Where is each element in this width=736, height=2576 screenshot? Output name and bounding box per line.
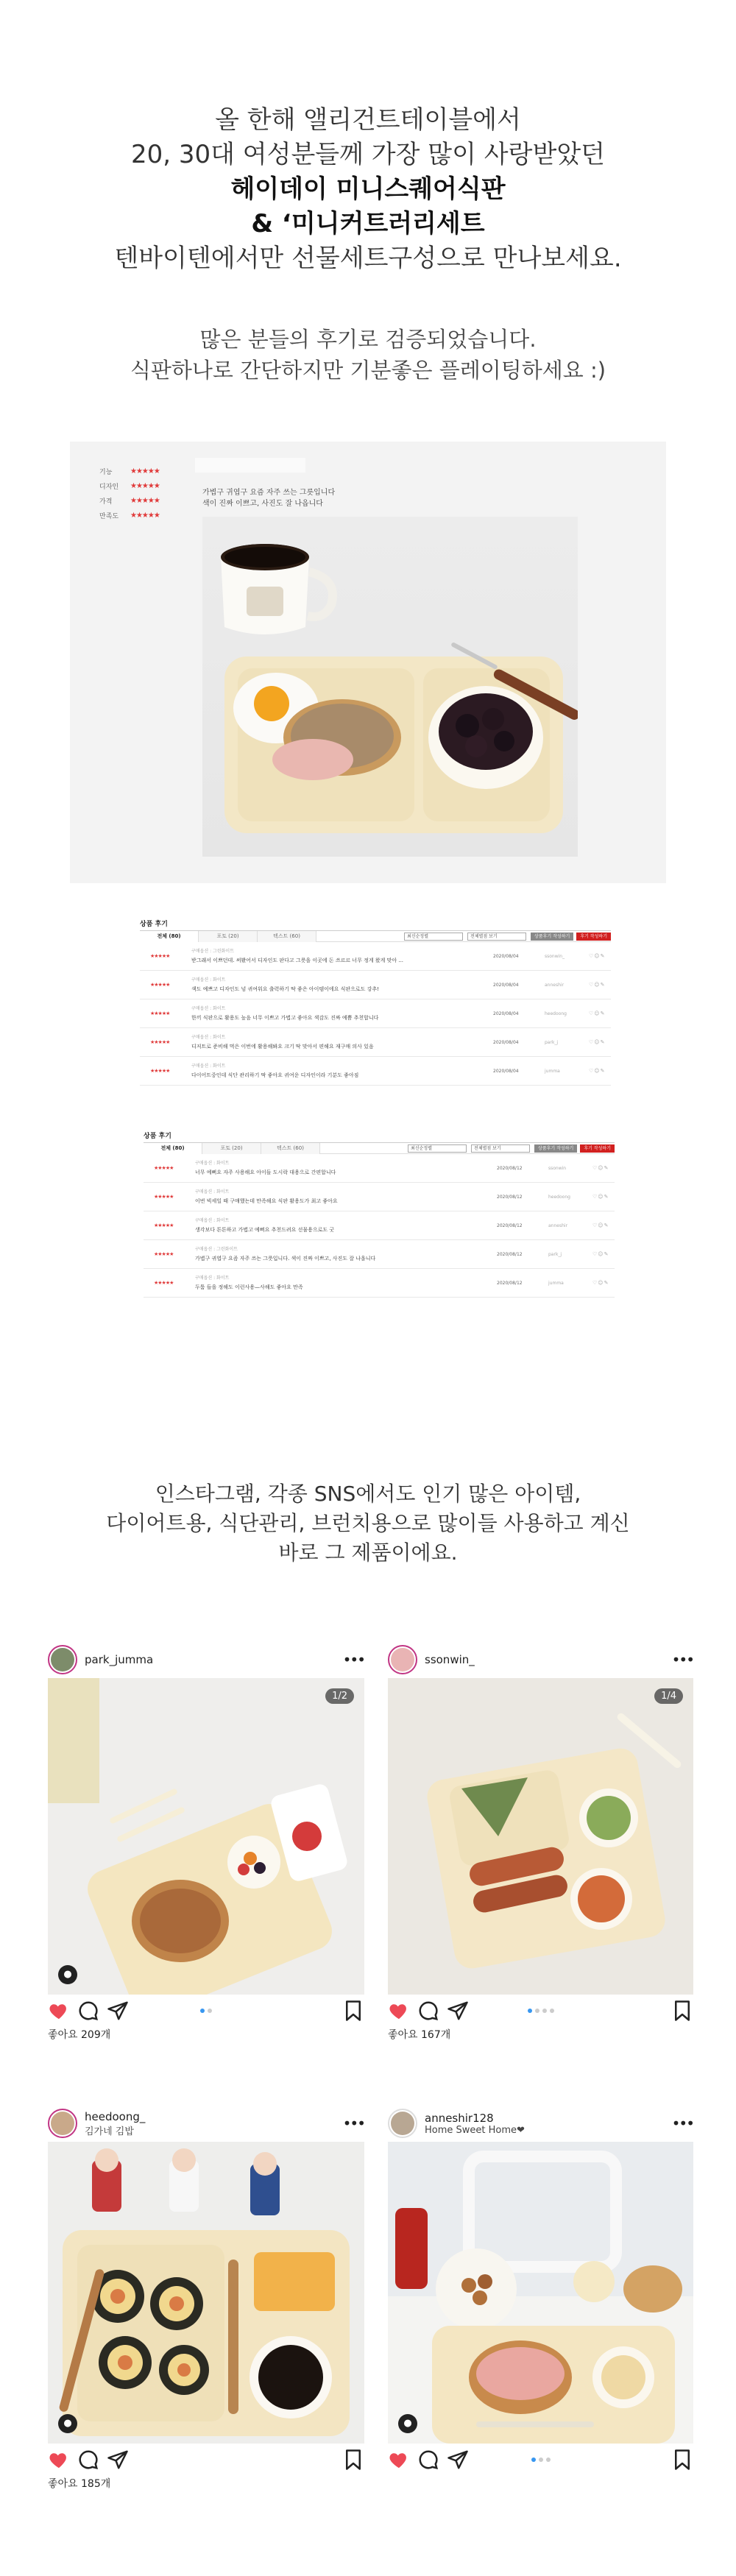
review-row[interactable] <box>140 1057 611 1086</box>
review-action-icons[interactable]: ♡☺✎ <box>589 1068 606 1074</box>
rating-row <box>99 493 160 508</box>
intro-text <box>0 103 736 276</box>
review-date: 2020/08/04 <box>493 953 519 959</box>
post-actions <box>388 2444 693 2476</box>
rating-row <box>99 464 160 478</box>
review-text: 다이어트중인데 식단 관리하기 딱 좋아요 귀여운 디자인이라 기분도 좋아짐 <box>191 1072 359 1078</box>
write-review-button[interactable]: 후기 작성하기 <box>580 1144 615 1153</box>
review-text: 너무 예뻐요 자주 사용해요 아이들 도시락 대용으로 간편합니다 <box>195 1170 336 1175</box>
rating-label: 디자인 <box>99 483 119 491</box>
user-tag-icon[interactable]: ● <box>58 2414 77 2433</box>
review-option: 구매옵션 : 화이트 <box>195 1218 230 1223</box>
review-text: 두툼 들을 정해도 이런사용—사해도 좋아요 만족 <box>195 1284 303 1290</box>
sort-select[interactable]: 최신순정렬 <box>404 933 463 941</box>
review-action-icons[interactable]: ♡☺✎ <box>589 1011 606 1016</box>
post-username[interactable]: ssonwin_ <box>425 1653 475 1666</box>
heart-icon[interactable] <box>388 2000 410 2022</box>
sns-line: 다이어트용, 식단관리, 브런치용으로 많이들 사용하고 계신 <box>106 1511 630 1535</box>
review-option: 구매옵션 : 화이트 <box>195 1189 230 1195</box>
user-tag-icon[interactable]: ● <box>58 1965 77 1984</box>
review-text: 색도 예쁘고 디자인도 넘 귀여워요 출력하기 딱 좋은 아이템이에요 식판으로도 강추! <box>191 986 379 992</box>
write-review-gray-button[interactable]: 상품후기 작성하기 <box>534 1144 577 1153</box>
like-count: 좋아요 185개 <box>48 2478 111 2490</box>
review-date: 2020/08/04 <box>493 1039 519 1045</box>
post-image[interactable] <box>388 2142 693 2444</box>
avatar[interactable] <box>388 2109 417 2138</box>
post-actions <box>48 1995 364 2027</box>
tab-photo[interactable]: 포토 (20) <box>202 1143 261 1154</box>
review-row[interactable] <box>140 971 611 999</box>
comment-icon[interactable] <box>77 2449 99 2471</box>
write-review-gray-button[interactable]: 상품후기 작성하기 <box>531 933 573 941</box>
review-date: 2020/08/04 <box>493 1011 519 1016</box>
board-title: 상품 후기 <box>144 1133 171 1140</box>
sub-line: 많은 분들의 후기로 검증되었습니다. <box>199 327 537 352</box>
review-row[interactable] <box>140 999 611 1028</box>
rating-label: 만족도 <box>99 512 119 520</box>
star-icons: ★★★★★ <box>154 1251 174 1257</box>
post-photo-graphic <box>48 2142 364 2444</box>
review-row[interactable] <box>144 1183 615 1211</box>
review-action-icons[interactable]: ♡☺✎ <box>592 1194 609 1200</box>
post-actions <box>48 2444 364 2476</box>
comment-icon[interactable] <box>417 2000 439 2022</box>
breakfast-plate-illustration <box>202 517 578 857</box>
review-option: 구매옵션 : 그린화이트 <box>191 949 235 954</box>
sort-select[interactable]: 최신순정렬 <box>408 1144 467 1153</box>
star-icons: ★★★★★ <box>150 953 170 959</box>
review-text: 가볍구 귀엽구 요즘 자주 쓰는 그릇입니다. 색이 진짜 이쁘고, 사진도 잘 나옵니다 <box>195 1256 376 1262</box>
star-icons: ★★★★★ <box>154 1165 174 1171</box>
board-title: 상품 후기 <box>140 921 168 928</box>
review-action-icons[interactable]: ♡☺✎ <box>589 982 606 988</box>
rating-row <box>99 478 160 493</box>
post-location[interactable]: Home Sweet Home❤ <box>425 2124 525 2136</box>
avatar[interactable] <box>388 1645 417 1674</box>
rating-table <box>99 464 160 523</box>
review-date: 2020/08/12 <box>497 1222 523 1228</box>
more-dots-icon[interactable]: ••• <box>342 1651 364 1669</box>
star-icons: ★★★★★ <box>130 496 160 505</box>
sns-line: 인스타그램, 각종 SNS에서도 인기 많은 아이템, <box>155 1482 581 1506</box>
more-dots-icon[interactable]: ••• <box>671 1651 693 1669</box>
carousel-counter: 1/2 <box>325 1688 354 1704</box>
star-icons: ★★★★★ <box>150 1068 170 1074</box>
sns-line: 바로 그 제품이에요. <box>278 1540 458 1565</box>
paper-plane-icon[interactable] <box>447 2449 469 2471</box>
post-image[interactable] <box>48 1678 364 1995</box>
tab-photo[interactable]: 포토 (20) <box>199 931 258 942</box>
star-icons: ★★★★★ <box>154 1280 174 1286</box>
post-username[interactable]: heedoong_ <box>85 2109 146 2123</box>
post-image[interactable] <box>48 2142 364 2444</box>
review-option: 구매옵션 : 그린화이트 <box>195 1247 238 1252</box>
review-row[interactable] <box>140 942 611 971</box>
review-text-line: 가볍구 귀엽구 요즘 자주 쓰는 그릇입니다 <box>202 489 336 497</box>
star-icons: ★★★★★ <box>150 982 170 988</box>
heart-icon[interactable] <box>48 2449 70 2471</box>
review-user: anneshir <box>545 982 565 988</box>
bookmark-icon[interactable] <box>342 2449 364 2471</box>
review-user: park_j <box>548 1251 562 1257</box>
review-row[interactable] <box>144 1269 615 1298</box>
sns-text <box>0 1479 736 1568</box>
sub-text <box>0 324 736 386</box>
board-toolbar <box>144 1142 615 1154</box>
review-user: jumma <box>548 1280 564 1286</box>
review-header-blurred <box>195 458 305 473</box>
post-actions <box>388 1995 693 2027</box>
post-header <box>48 1641 364 1678</box>
tab-text[interactable]: 텍스트 (60) <box>261 1143 320 1154</box>
carousel-dots <box>199 2009 213 2013</box>
more-dots-icon[interactable]: ••• <box>671 2115 693 2132</box>
review-option: 구매옵션 : 화이트 <box>191 1064 226 1069</box>
review-photo-panel <box>70 442 666 883</box>
rating-row <box>99 508 160 523</box>
review-action-icons[interactable]: ♡☺✎ <box>592 1280 609 1286</box>
review-user: park_j <box>545 1039 559 1045</box>
review-option: 구매옵션 : 화이트 <box>191 1035 226 1040</box>
instagram-post <box>388 1641 693 2042</box>
tab-all[interactable]: 전체 (80) <box>144 1143 202 1154</box>
review-action-icons[interactable]: ♡☺✎ <box>592 1222 609 1228</box>
review-date: 2020/08/04 <box>493 1068 519 1074</box>
review-user: heedoong <box>548 1194 570 1200</box>
intro-line: 올 한해 앨리건트테이블에서 <box>215 105 521 135</box>
review-row[interactable] <box>144 1211 615 1240</box>
star-icons: ★★★★★ <box>150 1039 170 1045</box>
filter-select[interactable]: 전체별점 보기 <box>471 1144 530 1153</box>
like-count: 좋아요 167개 <box>388 2029 451 2041</box>
star-icons: ★★★★★ <box>130 511 160 520</box>
avatar[interactable] <box>48 2109 77 2138</box>
heart-icon[interactable] <box>48 2000 70 2022</box>
review-option: 구매옵션 : 화이트 <box>191 1006 226 1011</box>
review-user: ssonwin_ <box>545 953 565 959</box>
post-location[interactable]: 김가네 김밥 <box>85 2126 134 2137</box>
post-username[interactable]: park_jumma <box>85 1653 154 1666</box>
star-icons: ★★★★★ <box>154 1222 174 1228</box>
product-name-2: & ‘미니커트러리세트 <box>251 209 485 238</box>
comment-icon[interactable] <box>417 2449 439 2471</box>
review-user: heedoong <box>545 1011 567 1016</box>
rating-label: 기능 <box>99 468 113 476</box>
intro-line: 20, 30대 여성분들께 가장 많이 사랑받았던 <box>130 140 606 169</box>
review-row[interactable] <box>144 1154 615 1183</box>
post-header <box>388 2105 693 2142</box>
review-option: 구매옵션 : 화이트 <box>195 1161 230 1166</box>
more-dots-icon[interactable]: ••• <box>342 2115 364 2132</box>
paper-plane-icon[interactable] <box>107 2449 129 2471</box>
review-option: 구매옵션 : 화이트 <box>191 977 226 983</box>
tab-all[interactable]: 전체 (80) <box>140 931 199 942</box>
review-action-icons[interactable]: ♡☺✎ <box>589 953 606 959</box>
star-icons: ★★★★★ <box>150 1011 170 1016</box>
sub-line: 식판하나로 간단하지만 기분좋은 플레이팅하세요 :) <box>130 358 606 383</box>
filter-select[interactable]: 전체별점 보기 <box>467 933 526 941</box>
product-name: 헤이데이 미니스퀘어식판 <box>230 174 506 204</box>
review-row[interactable] <box>140 1028 611 1057</box>
review-date: 2020/08/04 <box>493 982 519 988</box>
carousel-counter: 1/4 <box>654 1688 683 1704</box>
review-user: anneshir <box>548 1222 568 1228</box>
review-board-2 <box>144 1130 615 1298</box>
carousel-dots <box>526 2009 556 2013</box>
review-text: 받그래서 이쁘던데. 써봤어서 디자인도 판다고 그릇을 이곳에 돈 쓰르르 너무 정게 왔게 맞아 ... <box>191 958 404 963</box>
review-date: 2020/08/12 <box>497 1280 523 1286</box>
review-text: 디저트로 준비해 먹은 이번에 활용해봐요 크기 딱 맞아서 편해요 재구매 의사 있음 <box>191 1044 374 1050</box>
board-toolbar <box>140 930 611 942</box>
intro-line: 텐바이텐에서만 선물세트구성으로 만나보세요. <box>114 244 622 273</box>
review-board-1 <box>140 919 611 1086</box>
instagram-post <box>48 1641 364 2042</box>
post-photo-graphic <box>388 1678 693 1995</box>
review-date: 2020/08/12 <box>497 1194 523 1200</box>
post-photo-graphic <box>48 1678 364 1995</box>
star-icons: ★★★★★ <box>130 481 160 490</box>
review-action-icons[interactable]: ♡☺✎ <box>592 1251 609 1257</box>
post-header <box>48 2105 364 2142</box>
bookmark-icon[interactable] <box>671 2449 693 2471</box>
review-user: jumma <box>545 1068 560 1074</box>
review-text-line: 색이 진짜 이쁘고, 사진도 잘 나옵니다 <box>202 500 323 508</box>
like-count: 좋아요 209개 <box>48 2029 111 2041</box>
star-icons: ★★★★★ <box>154 1194 174 1200</box>
carousel-dots <box>530 2458 552 2462</box>
review-photo <box>202 517 578 857</box>
review-text: 한끼 식판으로 활용도 높음 너무 이쁘고 가볍고 좋아요 색감도 진짜 예쁨 추천합니다 <box>191 1015 379 1021</box>
review-text <box>202 487 335 509</box>
rating-label: 가격 <box>99 498 113 506</box>
post-photo-graphic <box>388 2142 693 2444</box>
paper-plane-icon[interactable] <box>107 2000 129 2022</box>
review-text: 이번 빅세일 때 구매했는데 만족해요 식판 활용도가 최고 좋아요 <box>195 1198 338 1204</box>
post-header <box>388 1641 693 1678</box>
heart-icon[interactable] <box>388 2449 410 2471</box>
user-tag-icon[interactable]: ● <box>398 2414 417 2433</box>
review-date: 2020/08/12 <box>497 1251 523 1257</box>
instagram-post <box>48 2105 364 2491</box>
star-icons: ★★★★★ <box>130 467 160 475</box>
review-action-icons[interactable]: ♡☺✎ <box>592 1165 609 1171</box>
review-row[interactable] <box>144 1240 615 1269</box>
post-username[interactable]: anneshir128 <box>425 2111 494 2125</box>
avatar[interactable] <box>48 1645 77 1674</box>
paper-plane-icon[interactable] <box>447 2000 469 2022</box>
review-user: ssonwin <box>548 1165 567 1171</box>
bookmark-icon[interactable] <box>342 2000 364 2022</box>
review-date: 2020/08/12 <box>497 1165 523 1171</box>
review-text: 생각보다 튼튼하고 가볍고 예뻐요 추천드려요 선물용으로도 굿 <box>195 1227 335 1233</box>
review-action-icons[interactable]: ♡☺✎ <box>589 1039 606 1045</box>
review-option: 구매옵션 : 화이트 <box>195 1275 230 1281</box>
write-review-button[interactable]: 후기 작성하기 <box>576 933 611 941</box>
bookmark-icon[interactable] <box>671 2000 693 2022</box>
instagram-post <box>388 2105 693 2476</box>
comment-icon[interactable] <box>77 2000 99 2022</box>
post-image[interactable] <box>388 1678 693 1995</box>
tab-text[interactable]: 텍스트 (60) <box>258 931 316 942</box>
